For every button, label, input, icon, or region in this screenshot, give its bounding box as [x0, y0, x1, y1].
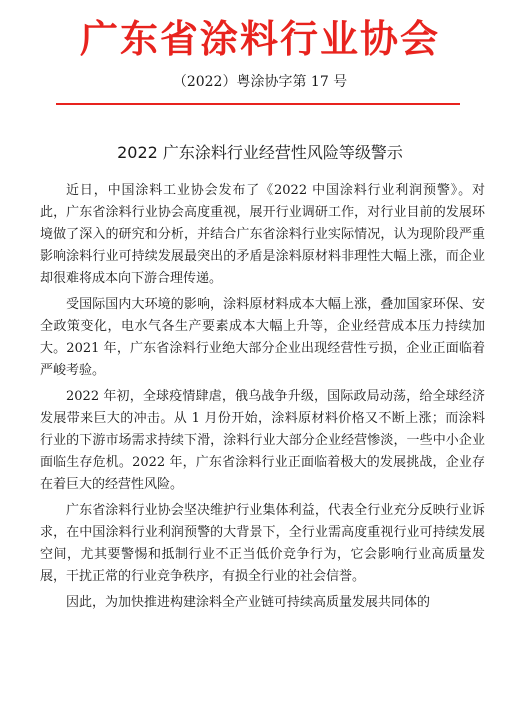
body-paragraph-2: 受国际国内大环境的影响，涂料原材料成本大幅上涨，叠加国家环保、安全政策变化，电水气各生产要素成本大幅上升等，企业经营成本压力持续加大。2021 年，广东省涂料行业绝大部分企业出现经营性亏损，企业正面临着严峻考验。	[40, 297, 485, 378]
body-paragraph-1: 近日，中国涂料工业协会发布了《2022 中国涂料行业利润预警》。对此，广东省涂料行业协会高度重视，展开行业调研工作，对行业目前的发展环境做了深入的研究和分析，并结合广东省涂料行业实际情况，认为现阶段严重影响涂料行业可持续发展最突出的矛盾是涂料原材料非理性大幅上涨，而企业却很难将成本向下游合理传递。	[40, 183, 485, 286]
document-title: 2022 广东涂料行业经营性风险等级警示	[117, 143, 403, 162]
document-body	[40, 180, 485, 618]
header-divider	[56, 103, 460, 105]
organization-header: 广东省涂料行业协会	[79, 16, 440, 61]
document-number: （2022）粤涂协字第 17 号	[172, 74, 348, 90]
body-paragraph-5: 因此，为加快推进构建涂料全产业链可持续高质量发展共同体的	[66, 595, 431, 610]
body-paragraph-3: 2022 年初，全球疫情肆虐，俄乌战争升级，国际政局动荡，给全球经济发展带来巨大的冲击。从 1 月份开始，涂料原材料价格又不断上涨；而涂料行业的下游市场需求持续下滑，涂料行业大部分企业经营惨淡，一些中小企业面临生存危机。2022 年，广东省涂料行业正面临着极大的发展挑战，企业存在着巨大的经营性风险。	[40, 389, 485, 492]
body-paragraph-4: 广东省涂料行业协会坚决维护行业集体利益，代表全行业充分反映行业诉求，在中国涂料行业利润预警的大背景下，全行业需高度重视行业可持续发展空间，尤其要警惕和抵制行业不正当低价竞争行为，它会影响行业高质量发展，干扰正常的行业竞争秩序，有损全行业的社会信誉。	[40, 503, 485, 584]
